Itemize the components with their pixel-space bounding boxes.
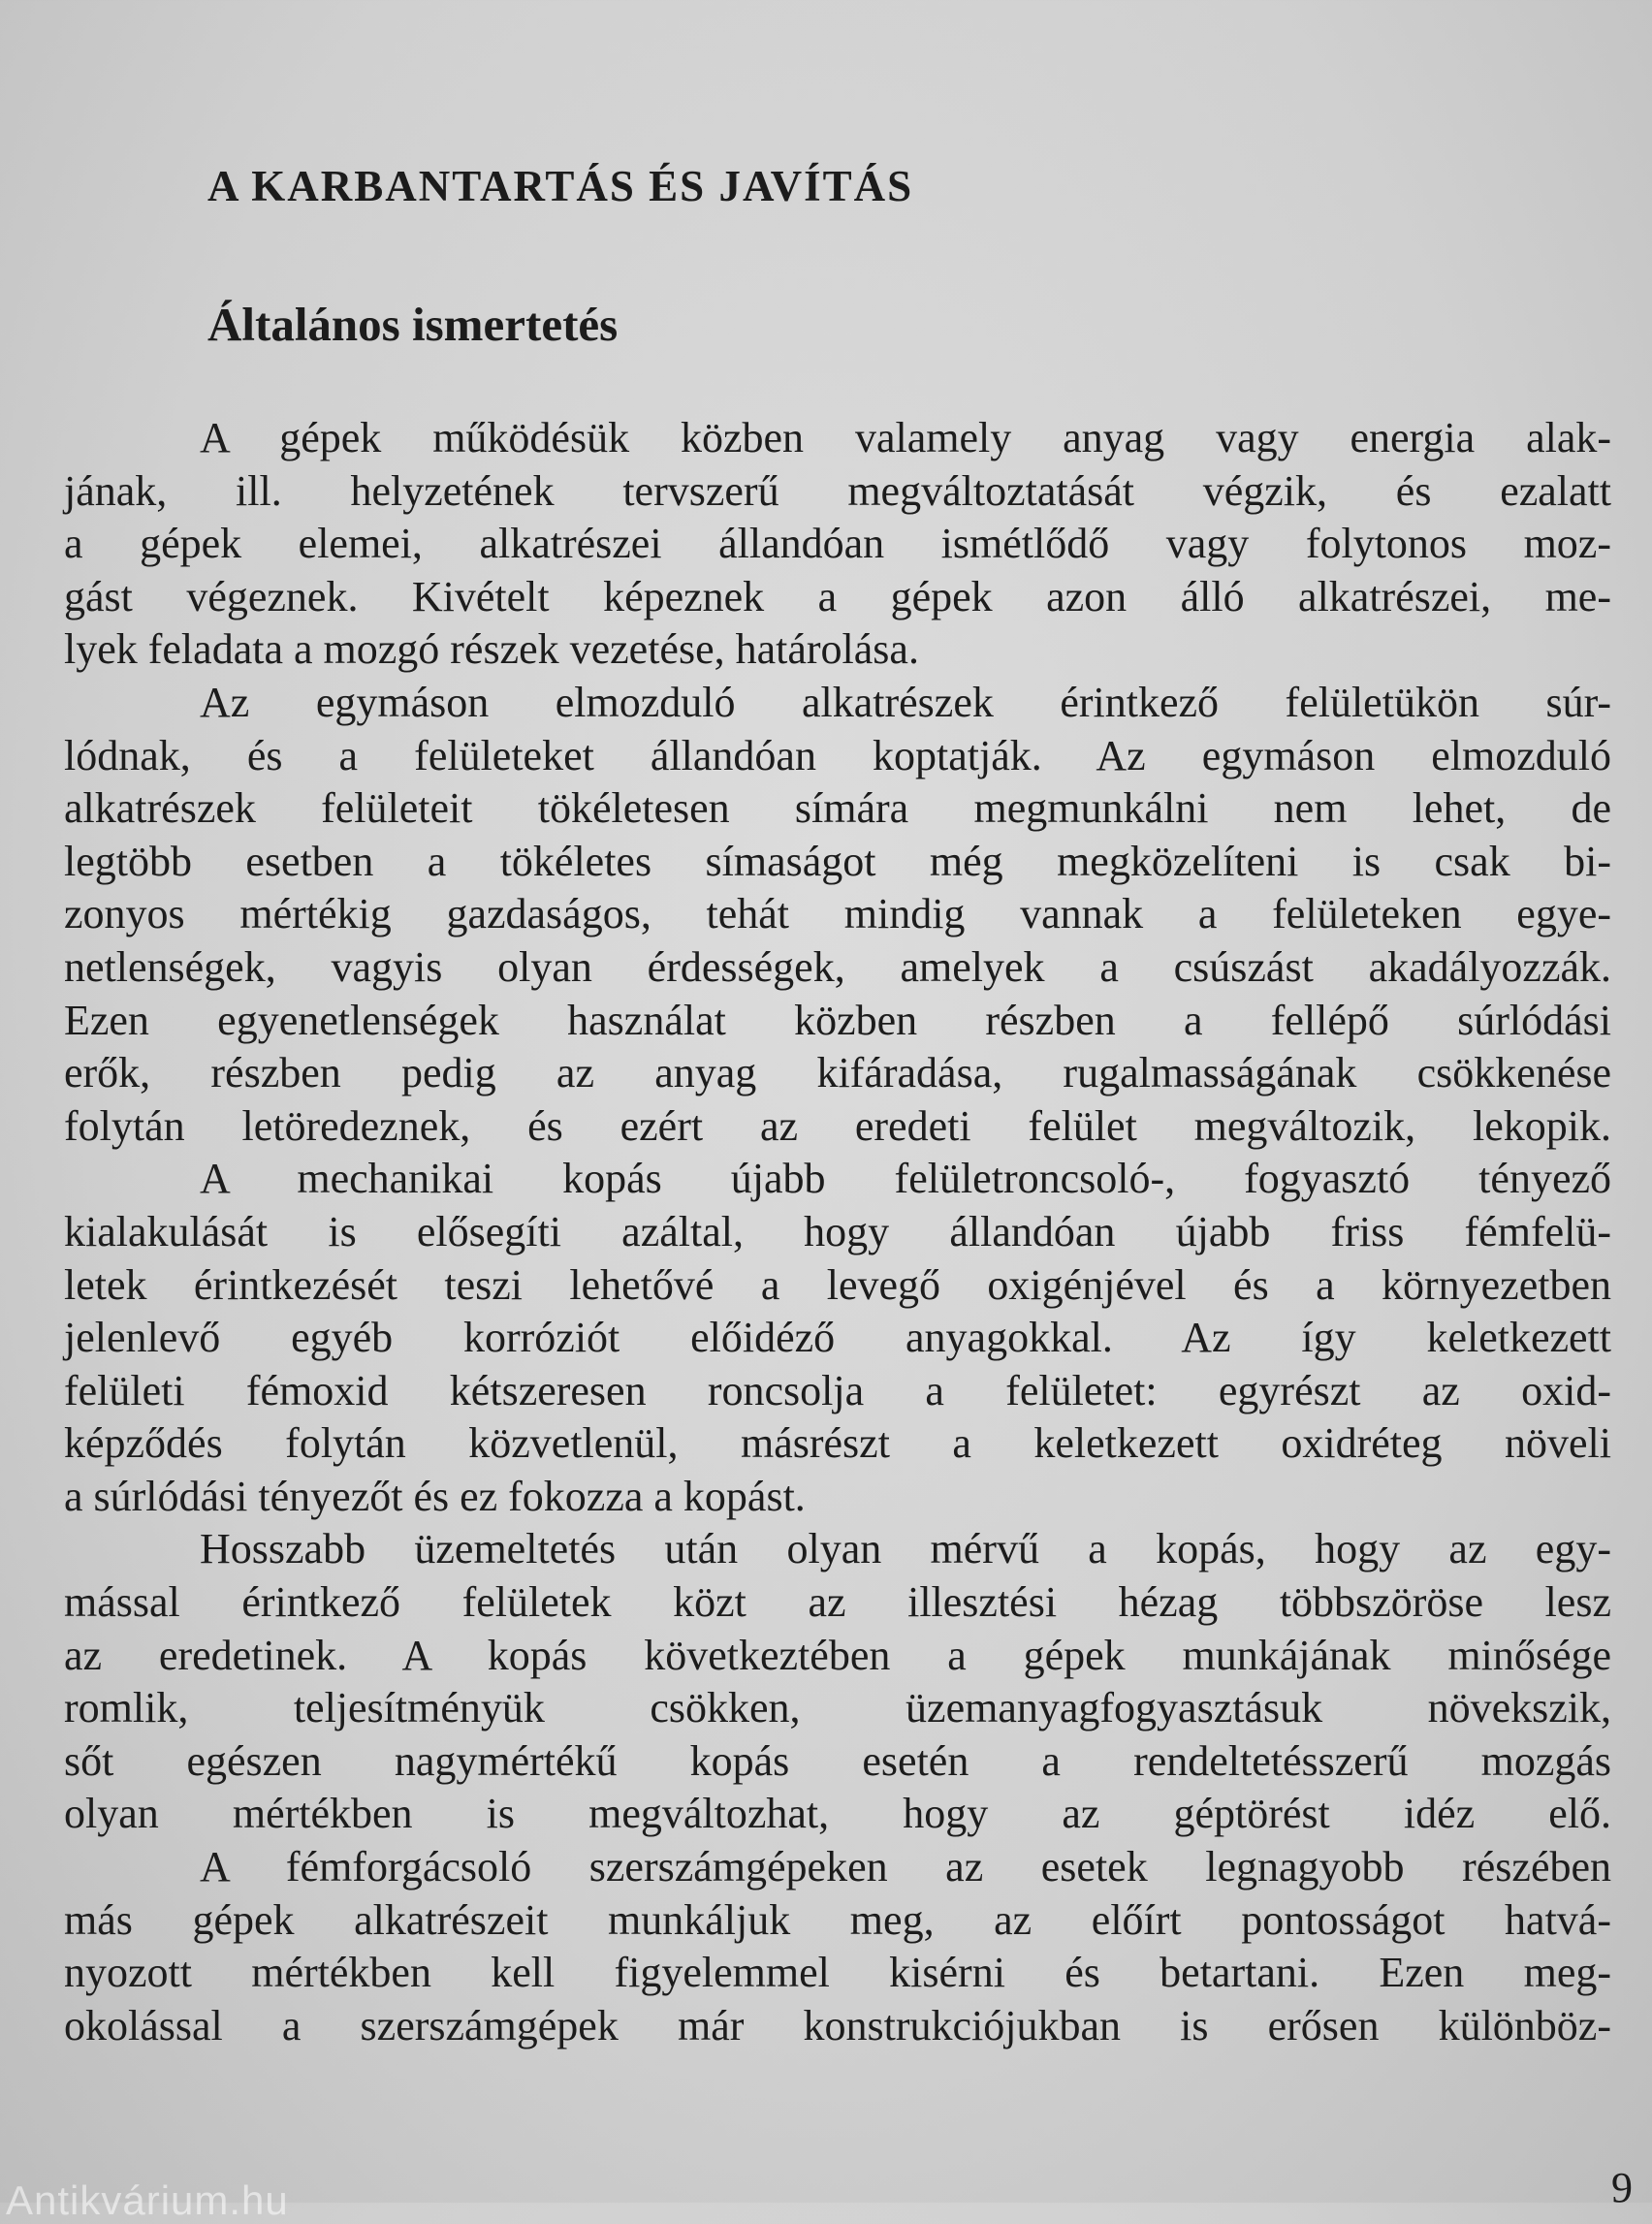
text-line: jelenlevő egyéb korróziót előidéző anyagokkal. Az így keletkezett bbox=[64, 1314, 1611, 1362]
chapter-title: A KARBANTARTÁS ÉS JAVÍTÁS bbox=[207, 162, 914, 210]
text-line: gást végeznek. Kivételt képeznek a gépek azon álló alkatrészei, me- bbox=[64, 572, 1611, 620]
paragraph bbox=[64, 412, 1611, 677]
text-line: lyek feladata a mozgó részek vezetése, határolása. bbox=[64, 625, 919, 674]
text-line: romlik, teljesítményük csökken, üzemanyagfogyasztásuk növekszik, bbox=[64, 1684, 1611, 1732]
text-line: zonyos mértékig gazdaságos, tehát mindig vannak a felületeken egye- bbox=[64, 890, 1611, 938]
text-line: jának, ill. helyzetének tervszerű megváltoztatását végzik, és ezalatt bbox=[64, 466, 1611, 515]
text-line: alkatrészek felületeit tökéletesen símára megmunkálni nem lehet, de bbox=[64, 784, 1611, 833]
text-line: erők, részben pedig az anyag kifáradása, rugalmasságának csökkenése bbox=[64, 1049, 1611, 1097]
text-line: az eredetinek. A kopás következtében a gépek munkájának minősége bbox=[64, 1631, 1611, 1679]
text-line: sőt egészen nagymértékű kopás esetén a rendeltetésszerű mozgás bbox=[64, 1736, 1611, 1785]
paragraph bbox=[64, 1523, 1611, 1841]
text-line: letek érintkezését teszi lehetővé a levegő oxigénjével és a környezetben bbox=[64, 1260, 1611, 1309]
text-line: felületi fémoxid kétszeresen roncsolja a felületet: egyrészt az oxid- bbox=[64, 1366, 1611, 1414]
text-line: lódnak, és a felületeket állandóan koptatják. Az egymáson elmozduló bbox=[64, 731, 1611, 779]
page-number: 9 bbox=[1611, 2164, 1633, 2211]
text-line: A mechanikai kopás újabb felületroncsoló-, fogyasztó tényező bbox=[200, 1155, 1611, 1203]
text-line: Hosszabb üzemeltetés után olyan mérvű a kopás, hogy az egy- bbox=[200, 1525, 1611, 1573]
text-line: A gépek működésük közben valamely anyag vagy energia alak- bbox=[200, 414, 1611, 461]
text-line: nyozott mértékben kell figyelemmel kisérni és betartani. Ezen meg- bbox=[64, 1949, 1611, 1997]
text-line: kialakulását is elősegíti azáltal, hogy állandóan újabb friss fémfelü- bbox=[64, 1207, 1611, 1255]
text-line: Az egymáson elmozduló alkatrészek érintkező felületükön súr- bbox=[200, 678, 1611, 726]
section-title: Általános ismertetés bbox=[207, 298, 619, 351]
text-line: más gépek alkatrészeit munkáljuk meg, az előírt pontosságot hatvá- bbox=[64, 1895, 1611, 1944]
body-text bbox=[64, 412, 1611, 2052]
text-line: folytán letöredeznek, és ezért az eredeti felület megváltozik, lekopik. bbox=[64, 1101, 1611, 1150]
paragraph bbox=[64, 1841, 1611, 2052]
text-line: netlenségek, vagyis olyan érdességek, amelyek a csúszást akadályozzák. bbox=[64, 942, 1611, 991]
text-line: mással érintkező felületek közt az illesztési hézag többszöröse lesz bbox=[64, 1578, 1611, 1627]
text-line: a gépek elemei, alkatrészei állandóan ismétlődő vagy folytonos moz- bbox=[64, 520, 1611, 568]
text-line: Ezen egyenetlenségek használat közben részben a fellépő súrlódási bbox=[64, 996, 1611, 1044]
text-line: legtöbb esetben a tökéletes símaságot még megközelíteni is csak bi- bbox=[64, 837, 1611, 885]
text-line: a súrlódási tényezőt és ez fokozza a kopást. bbox=[64, 1472, 806, 1520]
text-line: A fémforgácsoló szerszámgépeken az esetek legnagyobb részében bbox=[200, 1843, 1611, 1891]
paragraph bbox=[64, 1153, 1611, 1523]
watermark: Antikvárium.hu bbox=[6, 2177, 289, 2223]
paragraph bbox=[64, 677, 1611, 1153]
text-line: olyan mértékben is megváltozhat, hogy az géptörést idéz elő. bbox=[64, 1790, 1611, 1838]
text-line: képződés folytán közvetlenül, másrészt a keletkezett oxidréteg növeli bbox=[64, 1419, 1611, 1468]
text-line: okolással a szerszámgépek már konstrukciójukban is erősen különböz- bbox=[64, 2001, 1611, 2049]
